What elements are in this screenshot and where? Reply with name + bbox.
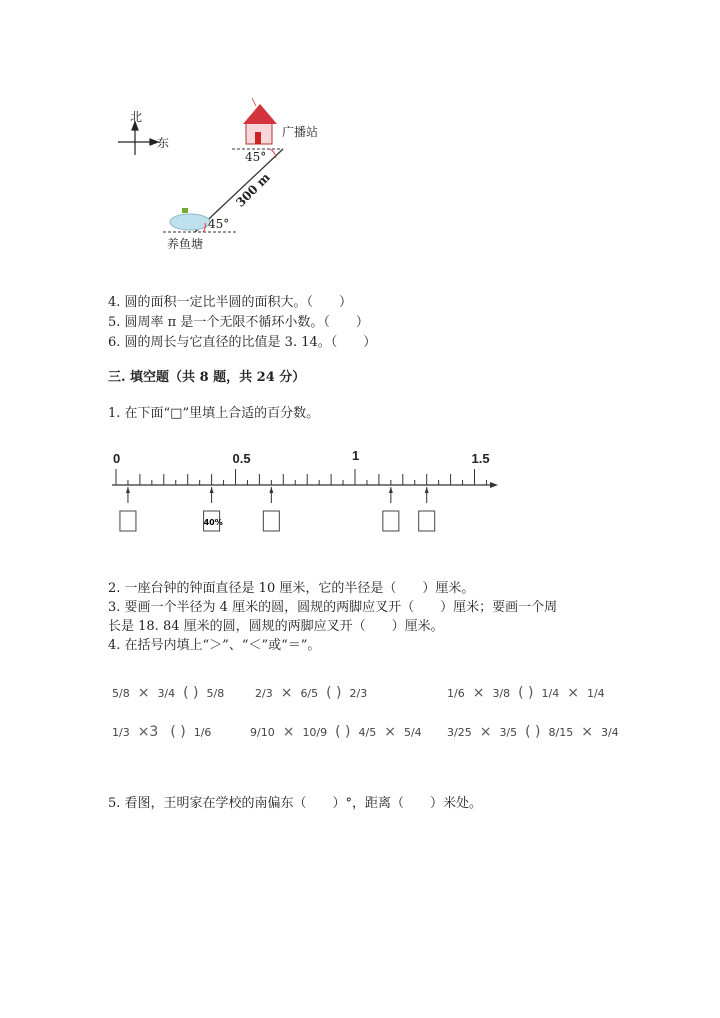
fill-q3-line1: 3. 要画一个半径为 4 厘米的圆，圆规的两脚应叉开（ ）厘米；要画一个周 xyxy=(108,600,558,615)
arrowhead-icon xyxy=(126,487,130,493)
axis-arrow-icon xyxy=(490,482,498,488)
tick-label: 1.5 xyxy=(471,451,490,466)
fill-q2: 2. 一座台钟的钟面直径是 10 厘米，它的半径是（ ）厘米。 xyxy=(108,581,475,596)
judge-q4: 4. 圆的面积一定比半圆的面积大。（ ） xyxy=(108,295,353,310)
arrowhead-icon xyxy=(269,487,273,493)
fraction: 4/5 xyxy=(358,725,377,739)
tick-label: 0.5 xyxy=(232,451,251,466)
fraction: 3/4 xyxy=(600,725,619,739)
answer-box[interactable] xyxy=(263,511,279,531)
operator: × xyxy=(581,724,593,740)
answer-blank[interactable]: ( ) xyxy=(518,685,534,701)
compare-item xyxy=(253,685,369,701)
north-label: 北 xyxy=(130,110,143,124)
fraction: 3/5 xyxy=(499,725,518,739)
compare-item xyxy=(445,724,621,740)
answer-box[interactable] xyxy=(383,511,399,531)
answer-box[interactable] xyxy=(419,511,435,531)
fraction: 5/4 xyxy=(403,725,422,739)
pond-label: 养鱼塘 xyxy=(167,237,204,251)
fraction: 3/25 xyxy=(447,725,472,739)
operator: ×3 xyxy=(137,724,159,740)
section-title: 三. 填空题（共 8 题，共 24 分） xyxy=(108,370,306,385)
operator: × xyxy=(472,685,485,701)
operator: × xyxy=(280,685,293,701)
arrowhead-icon xyxy=(389,487,393,493)
fraction: 5/8 xyxy=(112,686,130,700)
operator: × xyxy=(282,724,295,740)
answer-blank[interactable]: ( ) xyxy=(335,724,351,740)
fraction: 8/15 xyxy=(548,725,574,739)
fraction: 1/3 xyxy=(112,725,130,739)
pond-icon xyxy=(170,214,210,230)
tick-label: 0 xyxy=(113,451,121,466)
fraction: 5/8 xyxy=(206,686,225,700)
fraction: 2/3 xyxy=(349,686,368,700)
fill-q5: 5. 看图，王明家在学校的南偏东（ ）°，距离（ ）米处。 xyxy=(108,796,483,811)
fraction: 1/6 xyxy=(193,725,212,739)
judge-q6: 6. 圆的周长与它直径的比值是 3. 14。（ ） xyxy=(108,335,377,350)
answer-blank[interactable]: ( ) xyxy=(525,724,541,740)
answer-blank[interactable]: ( ) xyxy=(326,685,342,701)
compare-item xyxy=(248,724,424,740)
operator: × xyxy=(479,724,492,740)
east-label: 东 xyxy=(157,136,170,150)
fraction: 6/5 xyxy=(300,686,319,700)
compass-icon xyxy=(118,122,158,155)
house-icon xyxy=(243,98,277,144)
tick-label: 1 xyxy=(352,448,360,463)
operator: × xyxy=(567,685,579,701)
fraction: 10/9 xyxy=(302,725,328,739)
compare-item xyxy=(110,724,213,740)
judge-q5: 5. 圆周率 π 是一个无限不循环小数。（ ） xyxy=(108,315,369,330)
operator: × xyxy=(137,685,150,701)
answer-blank[interactable]: ( ) xyxy=(170,724,186,740)
answer-blank[interactable]: ( ) xyxy=(183,685,199,701)
angle-bottom-label: 45° xyxy=(208,217,230,231)
operator: × xyxy=(384,724,396,740)
number-line xyxy=(0,445,720,545)
answer-text: 40% xyxy=(203,518,223,527)
fill-q1: 1. 在下面“□”里填上合适的百分数。 xyxy=(108,406,320,421)
station-label: 广播站 xyxy=(282,125,319,139)
direction-map xyxy=(0,0,720,270)
fraction: 3/8 xyxy=(492,686,511,700)
fill-q4: 4. 在括号内填上“＞”、“＜”或“＝”。 xyxy=(108,638,321,653)
fraction: 3/4 xyxy=(157,686,176,700)
arrowhead-icon xyxy=(210,487,214,493)
compare-item xyxy=(445,685,607,701)
angle-top-label: 45° xyxy=(245,150,267,164)
fraction: 1/6 xyxy=(447,686,465,700)
compare-item xyxy=(110,685,226,701)
fraction: 9/10 xyxy=(250,725,275,739)
fraction: 1/4 xyxy=(586,686,605,700)
fraction: 1/4 xyxy=(541,686,560,700)
distance-label: 300 m xyxy=(233,170,273,210)
fill-q3-line2: 长是 18. 84 厘米的圆，圆规的两脚应叉开（ ）厘米。 xyxy=(108,619,444,634)
answer-box[interactable] xyxy=(120,511,136,531)
arrowhead-icon xyxy=(425,487,429,493)
fraction: 2/3 xyxy=(255,686,273,700)
